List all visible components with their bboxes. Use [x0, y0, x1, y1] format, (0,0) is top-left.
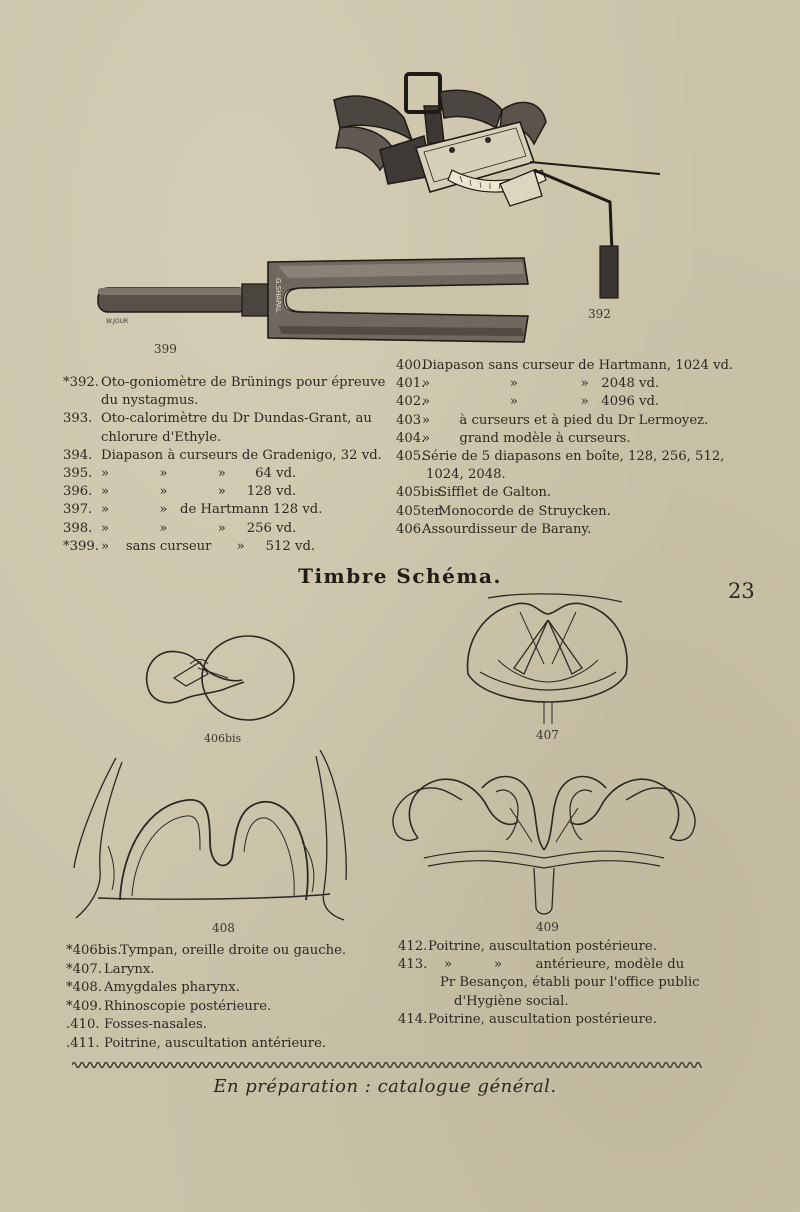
item-number: *409.	[66, 998, 102, 1014]
item-number: *407.	[66, 961, 102, 977]
rhinoscopy-diagram	[388, 758, 700, 918]
list-item	[66, 998, 386, 1017]
item-number: 398.	[63, 520, 93, 536]
fig-407-label: 407	[536, 728, 559, 742]
list-item	[398, 938, 718, 956]
list-item	[396, 393, 716, 411]
item-continuation: du nystagmus.	[101, 393, 199, 409]
list-item	[66, 942, 386, 961]
item-number: 396.	[63, 484, 93, 500]
fig-406bis-label: 406bis	[204, 732, 242, 745]
item-text: Assourdisseur de Barany.	[422, 521, 592, 537]
page-number: 23	[728, 579, 755, 603]
list-item	[63, 374, 386, 392]
tuning-fork-illustration	[92, 248, 542, 344]
item-number: 397.	[63, 502, 93, 518]
item-text: Poitrine, auscultation antérieure.	[104, 1035, 327, 1051]
engraver-mark: W.JOUR	[106, 318, 129, 325]
item-text: » » » 256 vd.	[101, 520, 297, 536]
schema-list-left	[66, 942, 386, 1054]
item-continuation: chlorure d'Ethyle.	[101, 429, 222, 445]
item-continuation: 1024, 2048.	[426, 467, 506, 483]
item-number: 400.	[396, 358, 426, 373]
item-number: 405.	[396, 449, 426, 465]
schema-list-right	[398, 938, 718, 1029]
item-number: 412.	[398, 939, 428, 954]
item-text: Fosses-nasales.	[104, 1017, 207, 1033]
list-item	[66, 1035, 386, 1054]
item-number: *392.	[63, 375, 99, 390]
list-item	[63, 538, 383, 556]
item-text: Tympan, oreille droite ou gauche.	[120, 943, 347, 958]
fig-392-label: 392	[588, 307, 611, 321]
item-text: » » » 64 vd.	[101, 466, 297, 482]
list-item	[398, 956, 718, 974]
item-number: *406bis.	[66, 943, 122, 958]
section-heading: Timbre Schéma.	[298, 564, 502, 588]
item-text: Monocorde de Struycken.	[438, 503, 611, 519]
list-item	[66, 979, 386, 998]
list-item	[396, 375, 716, 393]
item-number: 402.	[396, 394, 426, 410]
fork-stamp-text: G.SHAPAL	[274, 278, 282, 313]
list-item	[396, 412, 716, 430]
item-number: .411.	[66, 1035, 100, 1051]
item-continuation: Pr Besançon, établi pour l'office public	[440, 975, 700, 991]
item-number: 404.	[396, 430, 426, 446]
wavy-divider	[72, 1058, 702, 1072]
instrument-list-left	[63, 374, 386, 556]
list-item	[63, 520, 383, 538]
item-text: Sifflet de Galton.	[438, 485, 552, 501]
item-text: » » » 2048 vd.	[422, 376, 660, 392]
instrument-list-right	[396, 357, 734, 539]
item-text: Poitrine, auscultation postérieure.	[428, 939, 657, 954]
list-item	[63, 410, 383, 428]
list-item	[396, 430, 716, 448]
fig-409-label: 409	[536, 920, 559, 934]
item-number: 406.	[396, 521, 426, 537]
item-text: » » antérieure, modèle du	[444, 957, 685, 973]
item-text: Amygdales pharynx.	[104, 980, 240, 996]
item-text: Rhinoscopie postérieure.	[104, 998, 272, 1014]
item-number: 413.	[398, 957, 428, 973]
footer-note: En préparation : catalogue général.	[213, 1076, 557, 1097]
item-text: » sans curseur » 512 vd.	[101, 538, 316, 554]
item-number: 414.	[398, 1011, 428, 1027]
item-text: Oto-goniomètre de Brünings pour épreuve	[101, 375, 386, 390]
fig-399-label: 399	[154, 342, 177, 356]
item-text: Série de 5 diapasons en boîte, 128, 256, 512,	[422, 449, 725, 465]
item-number: 403	[396, 412, 422, 428]
list-item	[63, 447, 383, 465]
item-number: 393.	[63, 411, 93, 427]
fig-408-label: 408	[212, 921, 235, 935]
item-number: 405ter.	[396, 503, 444, 519]
item-text: » à curseurs et à pied du Dr Lermoyez.	[422, 412, 709, 428]
larynx-diagram	[460, 590, 636, 730]
item-text: Oto-calorimètre du Dr Dundas-Grant, au	[101, 411, 372, 427]
item-text: » » » 4096 vd.	[422, 394, 660, 410]
item-text: Diapason à curseurs de Gradenigo, 32 vd.	[101, 447, 382, 463]
list-item	[63, 483, 383, 501]
item-text: » grand modèle à curseurs.	[422, 430, 631, 446]
item-number: 405bis.	[396, 485, 445, 501]
item-number: 395.	[63, 466, 93, 482]
list-item	[398, 1011, 718, 1029]
item-number: 394.	[63, 447, 93, 463]
item-number: *399.	[63, 538, 99, 554]
list-item	[396, 521, 716, 539]
item-continuation: d'Hygiène social.	[454, 993, 569, 1009]
item-text: Diapason sans curseur de Hartmann, 1024 vd.	[422, 358, 734, 373]
list-item	[396, 357, 734, 375]
pharynx-diagram	[68, 750, 353, 925]
item-text: Poitrine, auscultation postérieure.	[428, 1011, 657, 1027]
list-item	[396, 484, 716, 502]
item-text: Larynx.	[104, 961, 155, 977]
item-text: » » de Hartmann 128 vd.	[101, 502, 323, 518]
tympan-diagram	[138, 628, 300, 728]
list-item	[396, 503, 716, 521]
item-text: » » » 128 vd.	[101, 484, 297, 500]
list-item	[63, 501, 383, 519]
item-number: *408.	[66, 980, 102, 996]
list-item	[63, 465, 383, 483]
list-item	[396, 448, 725, 466]
item-number: 401.	[396, 376, 426, 392]
list-item	[66, 1016, 386, 1035]
item-number: .410.	[66, 1017, 100, 1033]
list-item	[66, 961, 386, 980]
